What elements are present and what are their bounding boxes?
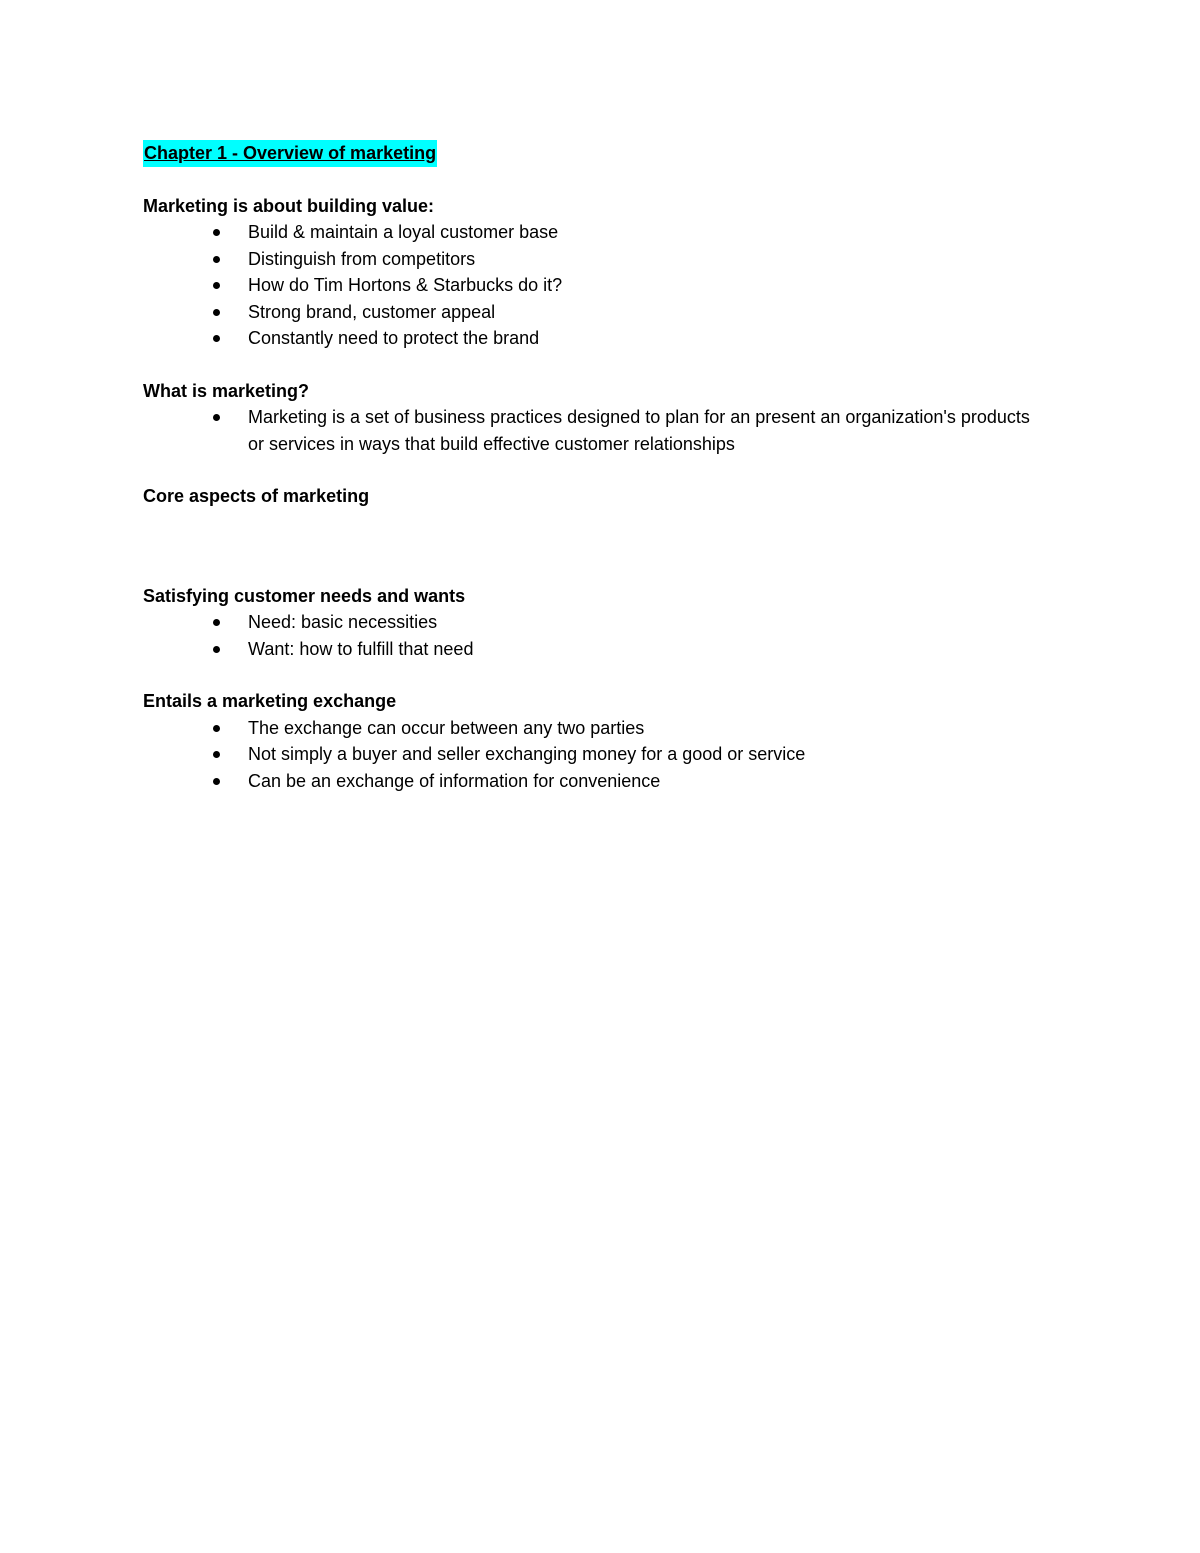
section-heading: Satisfying customer needs and wants [143, 585, 466, 606]
bullet-icon [213, 335, 220, 342]
section-building-value [143, 193, 1043, 352]
bullet-icon [213, 309, 220, 316]
bullet-icon [213, 725, 220, 732]
section-marketing-exchange [143, 688, 1043, 794]
list-item-text: Constantly need to protect the brand [248, 328, 540, 348]
bullet-icon [213, 414, 220, 421]
section-what-is-marketing [143, 378, 1043, 458]
section-needs-and-wants [143, 583, 1043, 663]
list-item [143, 741, 1043, 768]
list-item-text: Not simply a buyer and seller exchanging money for a good or service [248, 744, 806, 764]
list-item [143, 246, 1043, 273]
list-item-text: Marketing is a set of business practices designed to plan for an present an organization's products or services in ways that build effective customer relationships [248, 407, 1030, 454]
list-item-text: Need: basic necessities [248, 612, 438, 632]
list-item [143, 272, 1043, 299]
list-item [143, 715, 1043, 742]
bullet-icon [213, 619, 220, 626]
bullet-icon [213, 229, 220, 236]
bullet-icon [213, 646, 220, 653]
list-item [143, 636, 1043, 663]
section-core-aspects [143, 483, 1043, 510]
section-heading: Marketing is about building value: [143, 195, 435, 216]
list-item-text: The exchange can occur between any two parties [248, 717, 645, 738]
list-item-text: Build & maintain a loyal customer base [248, 222, 559, 242]
list-item-text: Want: how to fulfill that need [248, 638, 474, 659]
list-item [143, 404, 1043, 457]
list-item [143, 325, 1043, 352]
page-title: Chapter 1 - Overview of marketing [143, 140, 437, 167]
list-item-text: Strong brand, customer appeal [248, 301, 496, 322]
bullet-list [143, 404, 1043, 457]
bullet-icon [213, 751, 220, 758]
section-heading: Core aspects of marketing [143, 486, 370, 506]
list-item [143, 609, 1043, 636]
document-body [143, 140, 1043, 794]
list-item-text: Can be an exchange of information for convenience [248, 770, 661, 791]
list-item [143, 299, 1043, 326]
list-item-text: How do Tim Hortons & Starbucks do it? [248, 275, 563, 295]
bullet-icon [213, 282, 220, 289]
list-item-text: Distinguish from competitors [248, 248, 476, 269]
bullet-list [143, 715, 1043, 795]
section-heading: What is marketing? [143, 380, 310, 401]
list-item [143, 768, 1043, 795]
bullet-list [143, 219, 1043, 352]
list-item [143, 219, 1043, 246]
section-heading: Entails a marketing exchange [143, 691, 397, 711]
bullet-icon [213, 778, 220, 785]
bullet-list [143, 609, 1043, 662]
bullet-icon [213, 256, 220, 263]
